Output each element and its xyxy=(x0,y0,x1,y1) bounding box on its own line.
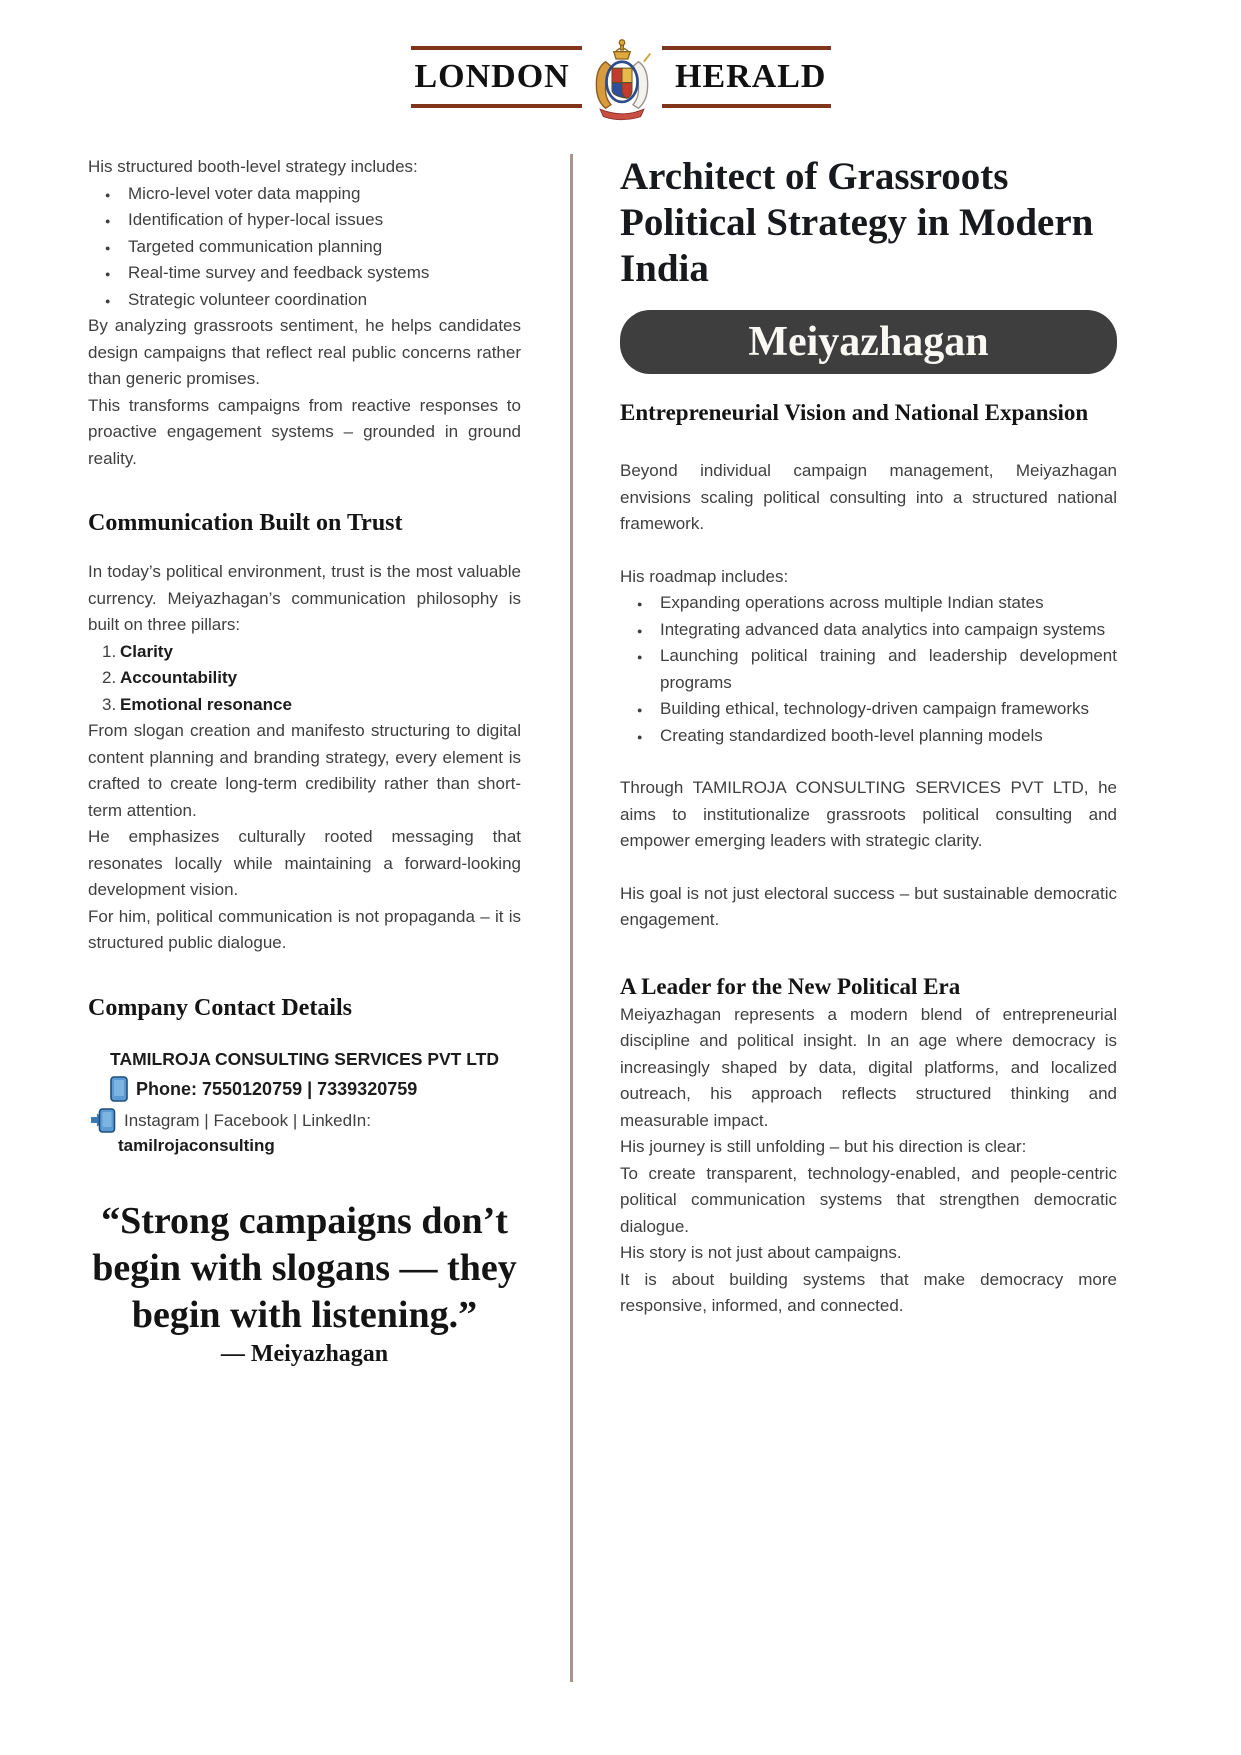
paragraph: It is about building systems that make democracy more responsive, informed, and connected. xyxy=(620,1269,1117,1315)
strategy-intro: His structured booth-level strategy includes: xyxy=(88,157,418,176)
social-handle: tamilrojaconsulting xyxy=(118,1135,275,1155)
paragraph: For him, political communication is not propaganda – it is structured public dialogue. xyxy=(88,906,521,952)
article-title: Architect of Grassroots Political Strategy in Modern India xyxy=(620,155,1094,290)
phone-numbers: Phone: 7550120759 | 7339320759 xyxy=(136,1078,418,1099)
section-heading-contact: Company Contact Details xyxy=(88,994,352,1021)
quote-attribution: — Meiyazhagan xyxy=(220,1340,389,1367)
paragraph: His story is not just about campaigns. xyxy=(620,1243,902,1262)
section-heading-vision: Entrepreneurial Vision and National Expansion xyxy=(620,400,1089,425)
content-columns xyxy=(0,108,1241,1708)
masthead xyxy=(411,46,831,108)
masthead-word-herald: HERALD xyxy=(675,58,827,95)
masthead-word-london: LONDON xyxy=(414,58,570,95)
paragraph: From slogan creation and manifesto structuring to digital content planning and branding strategy, every element is crafted to create long-term credibility rather than short-term attention. xyxy=(88,721,521,820)
list-item: ● Creating standardized booth-level planning models xyxy=(620,723,1117,750)
list-item: ● Identification of hyper-local issues xyxy=(88,207,521,234)
badge-name: Meiyazhagan xyxy=(748,319,989,365)
name-badge xyxy=(620,310,1117,374)
social-row xyxy=(88,1107,521,1134)
section-heading-leader: A Leader for the New Political Era xyxy=(620,973,961,999)
paragraph: To create transparent, technology-enabled, and people-centric political communication systems that strengthen democratic dialogue. xyxy=(620,1163,1117,1236)
roadmap-list xyxy=(620,590,1117,749)
paragraph: By analyzing grassroots sentiment, he helps candidates design campaigns that reflect real public concerns rather than generic promises. xyxy=(88,316,521,388)
paragraph: Meiyazhagan represents a modern blend of entrepreneurial discipline and political insight. In an age where democracy is increasingly shaped by data, digital platforms, and localized outreach, his approach reflects structured thinking and measurable impact. xyxy=(620,1004,1117,1130)
list-item: ● Real-time survey and feedback systems xyxy=(88,260,521,287)
smartphone-arrow-icon xyxy=(90,1108,116,1133)
column-divider xyxy=(570,154,573,1682)
list-item: ● Targeted communication planning xyxy=(88,234,521,261)
social-networks: Instagram | Facebook | LinkedIn: xyxy=(124,1110,371,1130)
paragraph: Through TAMILROJA CONSULTING SERVICES PVT LTD, he aims to institutionalize grassroots political consulting and empower emerging leaders with strategic clarity. xyxy=(620,778,1117,850)
roadmap-intro: His roadmap includes: xyxy=(620,566,789,586)
list-item: ● Strategic volunteer coordination xyxy=(88,287,521,314)
left-column xyxy=(88,154,521,1708)
list-item: ● Micro-level voter data mapping xyxy=(88,181,521,208)
list-item: ● Launching political training and leadership development programs xyxy=(620,643,1117,696)
pull-quote: “Strong campaigns don’t begin with slogans — they begin with listening.” xyxy=(92,1199,517,1336)
paragraph: This transforms campaigns from reactive responses to proactive engagement systems – grounded in ground reality. xyxy=(88,395,521,468)
list-item: ● Expanding operations across multiple Indian states xyxy=(620,590,1117,617)
phone-row xyxy=(88,1076,521,1103)
company-name: TAMILROJA CONSULTING SERVICES PVT LTD xyxy=(110,1048,499,1069)
royal-crest-icon xyxy=(582,38,662,122)
smartphone-icon xyxy=(110,1076,128,1102)
list-item: Accountability xyxy=(120,668,238,687)
list-item: ● Building ethical, technology-driven campaign frameworks xyxy=(620,696,1117,723)
list-item: ● Integrating advanced data analytics into campaign systems xyxy=(620,617,1117,644)
section-heading-trust: Communication Built on Trust xyxy=(88,510,403,536)
paragraph: In today’s political environment, trust is the most valuable currency. Meiyazhagan’s communication philosophy is built on three pillars: xyxy=(88,562,521,634)
right-column xyxy=(620,154,1117,1708)
list-item: Emotional resonance xyxy=(120,694,292,714)
pillars-list xyxy=(88,639,521,719)
paragraph: He emphasizes culturally rooted messaging that resonates locally while maintaining a forward-looking development vision. xyxy=(88,827,521,899)
paragraph: His goal is not just electoral success – but sustainable democratic engagement. xyxy=(620,883,1117,929)
strategy-list xyxy=(88,181,521,314)
paragraph: Beyond individual campaign management, Meiyazhagan envisions scaling political consulting into a structured national framework. xyxy=(620,461,1117,533)
list-item: Clarity xyxy=(120,641,173,661)
paragraph: His journey is still unfolding – but his direction is clear: xyxy=(620,1137,1027,1156)
